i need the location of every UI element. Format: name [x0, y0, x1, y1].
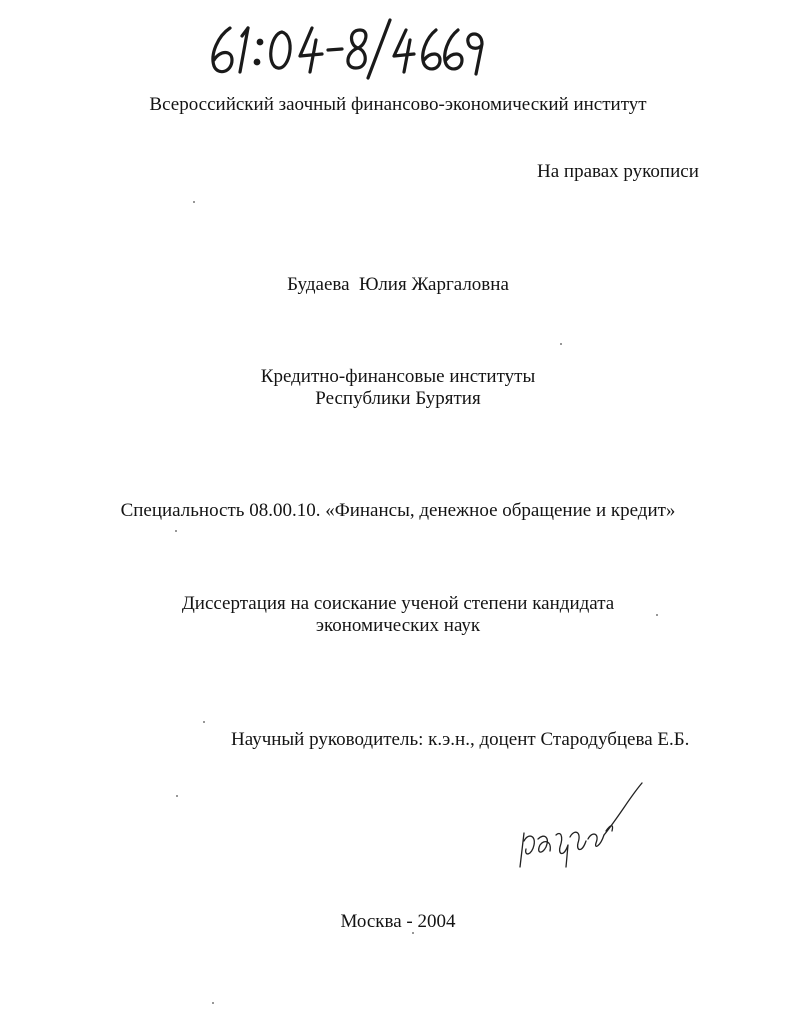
city-and-year: Москва - 2004	[340, 911, 456, 932]
degree-line-1: Диссертация на соискание ученой степени кандидата	[181, 593, 615, 614]
handwritten-archive-number	[200, 14, 490, 82]
supervisor-signature	[510, 775, 650, 875]
author-name: Будаева Юлия Жаргаловна	[287, 274, 509, 295]
dissertation-title-line-1: Кредитно-финансовые институты	[260, 366, 536, 387]
specialty: Специальность 08.00.10. «Финансы, денежное обращение и кредит»	[120, 500, 676, 521]
scan-speck	[212, 1002, 214, 1004]
scientific-supervisor: Научный руководитель: к.э.н., доцент Стародубцева Е.Б.	[231, 729, 690, 750]
degree-line-2: экономических наук	[315, 615, 481, 636]
dissertation-title-line-2: Республики Бурятия	[315, 388, 481, 409]
scan-speck	[560, 343, 562, 345]
manuscript-note: На правах рукописи	[537, 161, 699, 182]
scan-speck	[175, 530, 177, 532]
institution-name: Всероссийский заочный финансово-экономический институт	[149, 94, 647, 115]
scan-speck	[656, 614, 658, 616]
scan-speck	[412, 932, 414, 934]
scan-speck	[193, 201, 195, 203]
scan-speck	[176, 795, 178, 797]
scan-speck	[203, 721, 205, 723]
